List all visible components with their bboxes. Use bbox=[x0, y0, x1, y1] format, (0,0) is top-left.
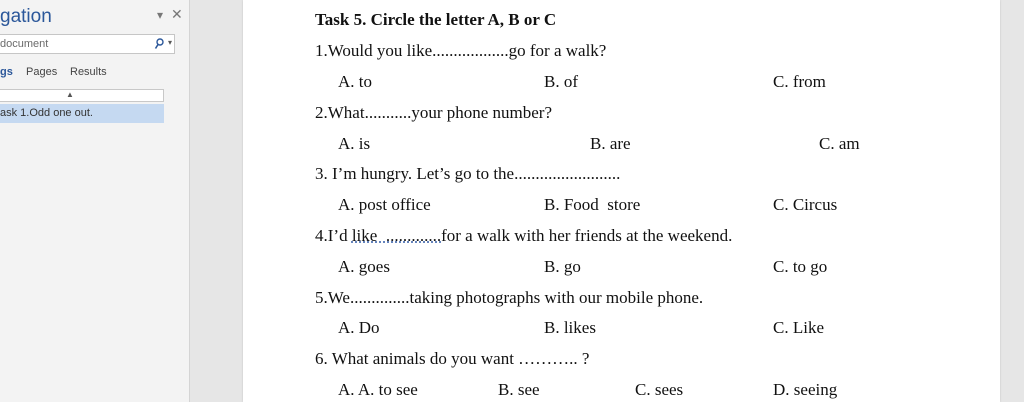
document-page[interactable] bbox=[243, 0, 1000, 402]
collapse-icon[interactable]: ▲ bbox=[66, 90, 74, 99]
option-4a: A. goes bbox=[338, 257, 390, 276]
tab-headings[interactable]: gs bbox=[0, 66, 13, 78]
navigation-title: gation bbox=[0, 6, 52, 27]
question-4 bbox=[315, 226, 732, 246]
close-icon[interactable]: ✕ bbox=[171, 6, 183, 22]
search-box[interactable] bbox=[0, 34, 175, 54]
option-5a: A. Do bbox=[338, 318, 380, 337]
option-2c: C. am bbox=[819, 134, 860, 153]
option-3a: A. post office bbox=[338, 195, 431, 214]
question-1: 1.Would you like..................go for a walk? bbox=[315, 41, 607, 60]
question-5: 5.We..............taking photographs with our mobile phone. bbox=[315, 288, 704, 307]
option-2a: A. is bbox=[338, 134, 371, 153]
option-3b: B. Food store bbox=[544, 195, 641, 214]
option-6d: D. seeing bbox=[773, 380, 838, 399]
option-5c: C. Like bbox=[773, 318, 824, 337]
option-6c: C. sees bbox=[635, 380, 684, 399]
question-2: 2.What...........your phone number? bbox=[315, 103, 552, 122]
search-options-dropdown-icon[interactable]: ▾ bbox=[168, 38, 173, 47]
option-4c: C. to go bbox=[773, 257, 828, 276]
task-title: Task 5. Circle the letter A, B or C bbox=[315, 10, 557, 29]
option-1b: B. of bbox=[544, 72, 578, 91]
option-1a: A. to bbox=[338, 72, 372, 91]
option-4b: B. go bbox=[544, 257, 581, 276]
heading-item-task-1[interactable]: ask 1.Odd one out. bbox=[0, 104, 164, 123]
question-4-start: 4.I’d bbox=[315, 226, 352, 245]
pane-options-dropdown-icon[interactable]: ▾ bbox=[157, 8, 164, 22]
question-3: 3. I’m hungry. Let’s go to the......................... bbox=[315, 164, 621, 183]
option-6b: B. see bbox=[498, 380, 540, 399]
spelling-flag[interactable]: like ............. bbox=[351, 226, 442, 245]
option-6a: A. A. to see bbox=[338, 380, 418, 399]
search-input[interactable] bbox=[0, 35, 145, 53]
tab-pages[interactable]: Pages bbox=[26, 66, 58, 78]
tab-results[interactable]: Results bbox=[70, 66, 107, 78]
option-1c: C. from bbox=[773, 72, 826, 91]
question-6: 6. What animals do you want ……….. ? bbox=[315, 349, 590, 368]
navigation-pane bbox=[0, 0, 190, 402]
option-3c: C. Circus bbox=[773, 195, 838, 214]
question-4-end: for a walk with her friends at the weekend. bbox=[441, 226, 733, 245]
collapse-bar[interactable] bbox=[0, 89, 164, 102]
search-icon[interactable] bbox=[154, 37, 164, 51]
option-5b: B. likes bbox=[544, 318, 596, 337]
option-2b: B. are bbox=[590, 134, 631, 153]
